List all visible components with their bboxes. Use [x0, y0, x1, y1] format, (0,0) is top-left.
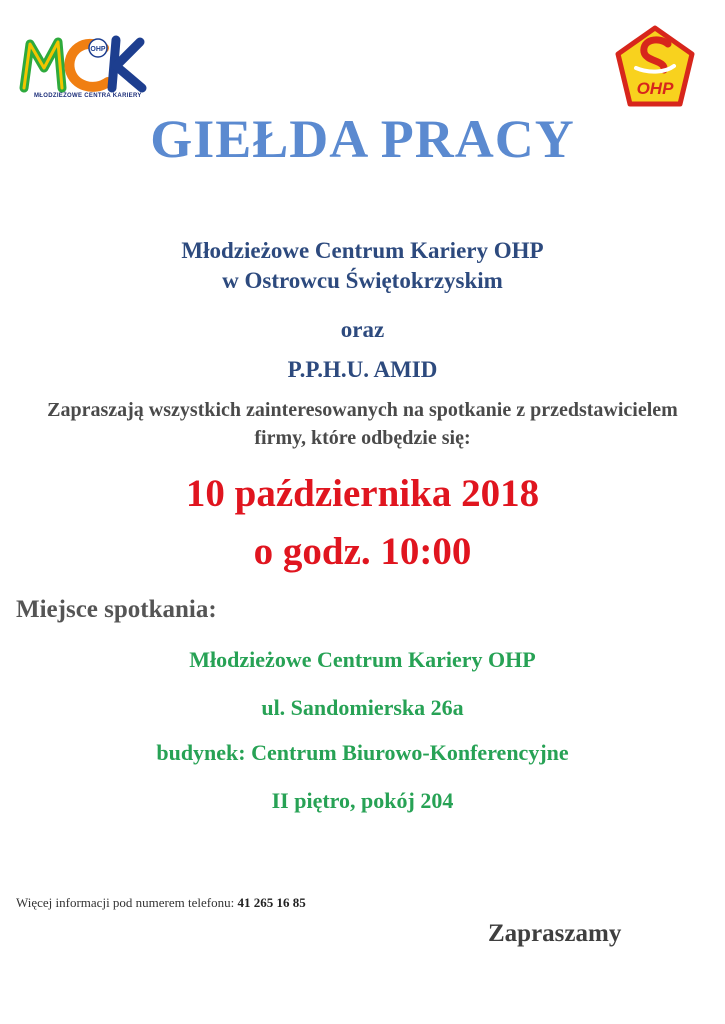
- event-date: 10 października 2018: [185, 472, 540, 515]
- contact-phone: 41 265 16 85: [237, 895, 306, 910]
- organizer-line-2: w Ostrowcu Świętokrzyskim: [222, 268, 503, 293]
- conjunction: oraz: [340, 317, 385, 342]
- event-time: o godz. 10:00: [253, 530, 472, 573]
- ohp-logo: [614, 24, 696, 112]
- contact-info: [16, 894, 306, 912]
- mck-logo-caption: MŁODZIEŻOWE CENTRA KARIERY: [34, 93, 142, 99]
- location-line: Młodzieżowe Centrum Kariery OHP: [189, 647, 536, 672]
- ohp-logo-graphic: [614, 24, 696, 112]
- location-line: budynek: Centrum Biurowo-Konferencyjne: [156, 740, 569, 765]
- location-line: II piętro, pokój 204: [271, 788, 454, 813]
- contact-text: Więcej informacji pod numerem telefonu:: [16, 895, 235, 910]
- page-title: GIEŁDA PRACY: [150, 109, 575, 169]
- location-label: Miejsce spotkania:: [16, 596, 217, 623]
- location-line: ul. Sandomierska 26a: [261, 695, 464, 720]
- mck-logo-graphic: [18, 22, 153, 104]
- invitation-line-2: firmy, które odbędzie się:: [254, 427, 471, 449]
- mck-badge-text: OHP: [90, 46, 106, 53]
- closing-text: Zapraszamy: [488, 920, 622, 947]
- mck-logo: [18, 22, 153, 104]
- invitation-line-1: Zapraszają wszystkich zainteresowanych na spotkanie z przedstawicielem: [47, 399, 678, 421]
- ohp-logo-text: OHP: [636, 79, 674, 98]
- company-name: P.P.H.U. AMID: [287, 357, 438, 382]
- organizer-line-1: Młodzieżowe Centrum Kariery OHP: [181, 238, 544, 263]
